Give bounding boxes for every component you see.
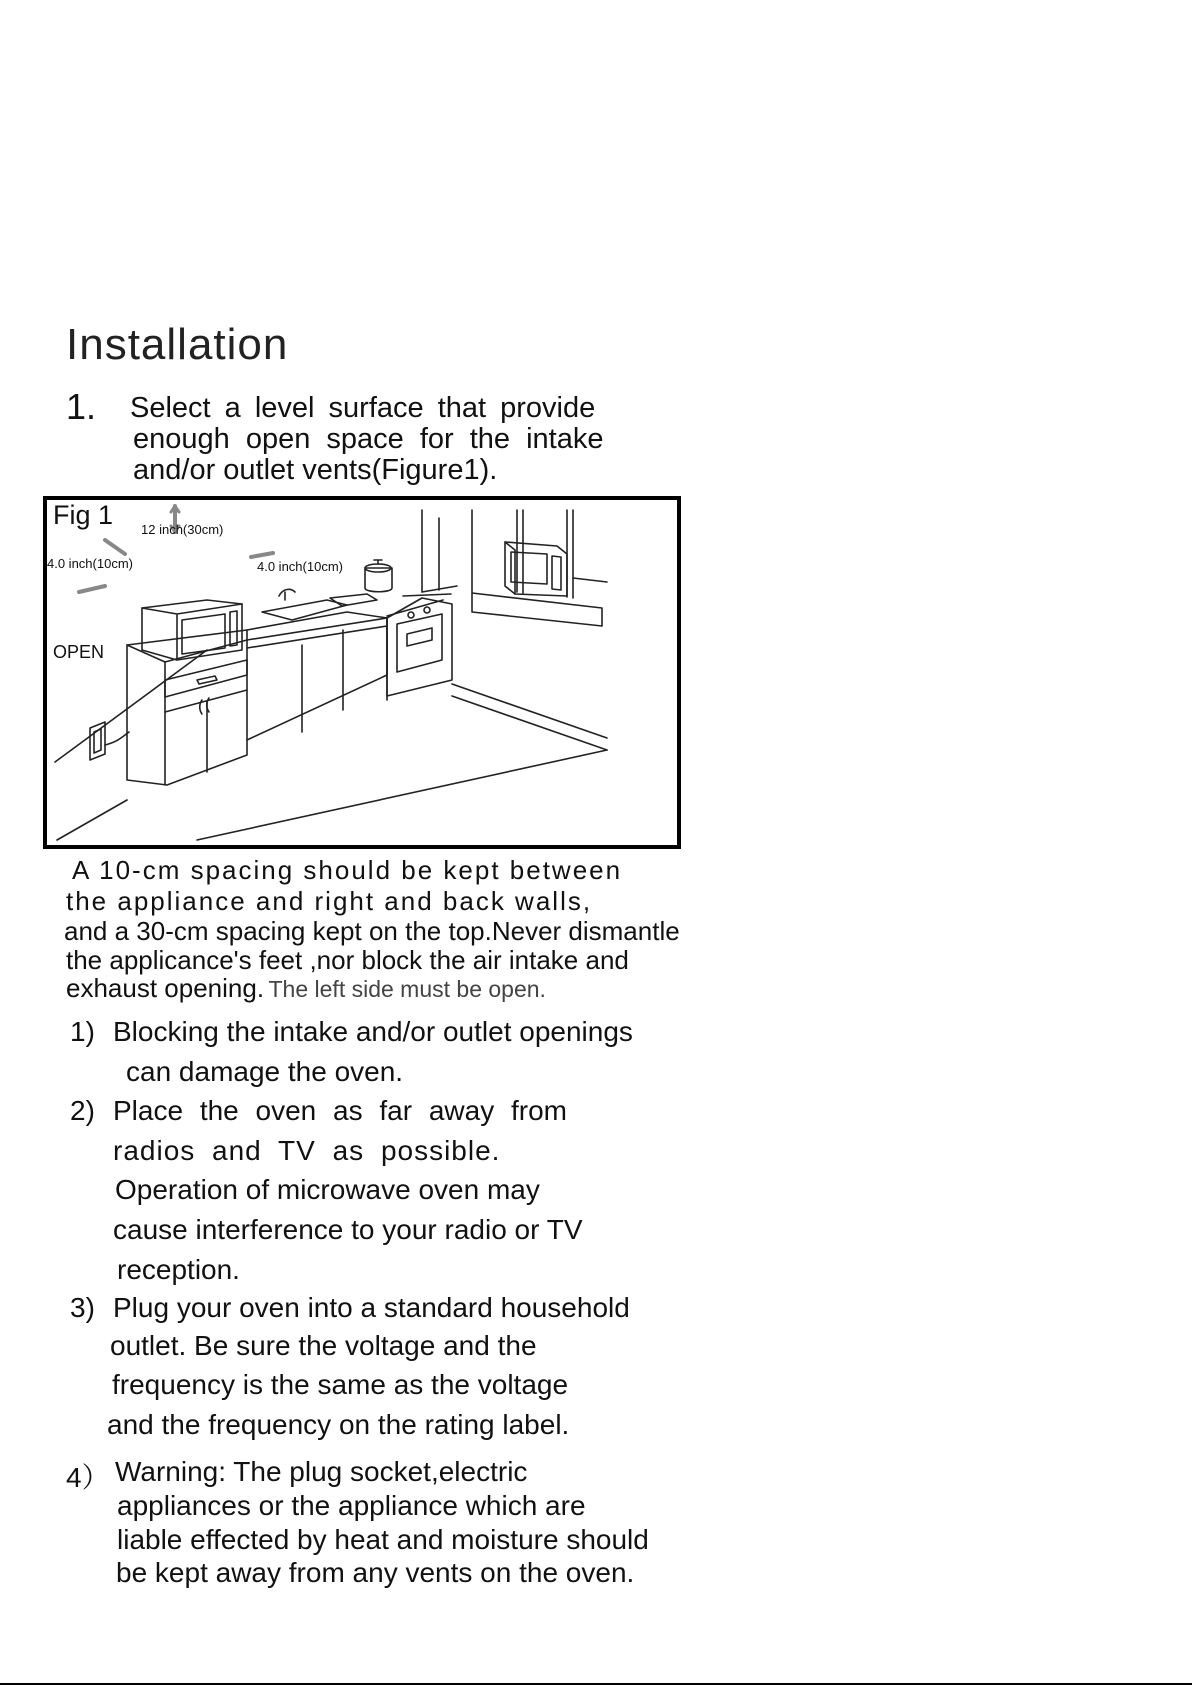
- item-marker: 2): [70, 1095, 95, 1126]
- item-line: reception.: [117, 1254, 240, 1285]
- figure-label: Fig 1: [53, 500, 114, 530]
- step-number: 1.: [66, 386, 97, 427]
- item-line: cause interference to your radio or TV: [113, 1214, 583, 1245]
- item-line: Plug your oven into a standard household: [113, 1292, 630, 1323]
- sink-counter: [247, 612, 387, 740]
- microwave: [142, 600, 242, 660]
- wall-line: [55, 650, 207, 762]
- open-side-label: OPEN: [53, 642, 105, 662]
- item-line: Warning: The plug socket,electric: [115, 1456, 528, 1487]
- back-clearance-arrow: [105, 540, 125, 554]
- spacing-line: and a 30-cm spacing kept on the top.Never dismantle: [64, 916, 680, 946]
- item-line: Blocking the intake and/or outlet openings: [113, 1016, 633, 1047]
- item-line: frequency is the same as the voltage: [112, 1369, 569, 1400]
- item-marker: 3): [70, 1292, 95, 1323]
- spacing-line: the appliance and right and back walls,: [66, 886, 593, 916]
- step-line: Select a level surface that provide: [130, 392, 596, 424]
- item-line: Place the oven as far away from: [113, 1095, 567, 1126]
- item-marker: 4）: [66, 1462, 110, 1493]
- spacing-line: the applicance's feet ,nor block the air intake and: [66, 945, 629, 975]
- spacing-line: exhaust opening.: [66, 973, 265, 1003]
- item-line: outlet. Be sure the voltage and the: [110, 1330, 537, 1361]
- spacing-line: A 10-cm spacing should be kept between: [72, 855, 623, 885]
- back-clearance-label: 4.0 inch(10cm): [47, 556, 133, 571]
- item-line: and the frequency on the rating label.: [107, 1409, 570, 1440]
- item-line: can damage the oven.: [126, 1056, 404, 1087]
- item-line: radios and TV as possible.: [113, 1135, 501, 1166]
- item-marker: 1): [70, 1016, 95, 1047]
- left-side-note: The left side must be open.: [268, 976, 546, 1002]
- item-line: be kept away from any vents on the oven.: [116, 1557, 635, 1588]
- item-line: appliances or the appliance which are: [117, 1490, 586, 1521]
- step-line: and/or outlet vents(Figure1).: [133, 454, 498, 486]
- figure-1: [43, 496, 681, 849]
- window-sill: [472, 510, 602, 626]
- step-line: enough open space for the intake: [133, 423, 604, 455]
- top-clearance-label: 12 inch(30cm): [141, 522, 224, 537]
- item-line: liable effected by heat and moisture should: [117, 1524, 649, 1555]
- left-open-arrow: [79, 586, 105, 592]
- kitchen-illustration: [47, 500, 677, 845]
- right-clearance-label: 4.0 inch(10cm): [257, 559, 343, 574]
- item-line: Operation of microwave oven may: [115, 1174, 540, 1205]
- right-clearance-arrow: [251, 553, 273, 557]
- page-title: Installation: [66, 320, 289, 369]
- floor-line: [197, 750, 607, 840]
- floor-line: [57, 800, 127, 840]
